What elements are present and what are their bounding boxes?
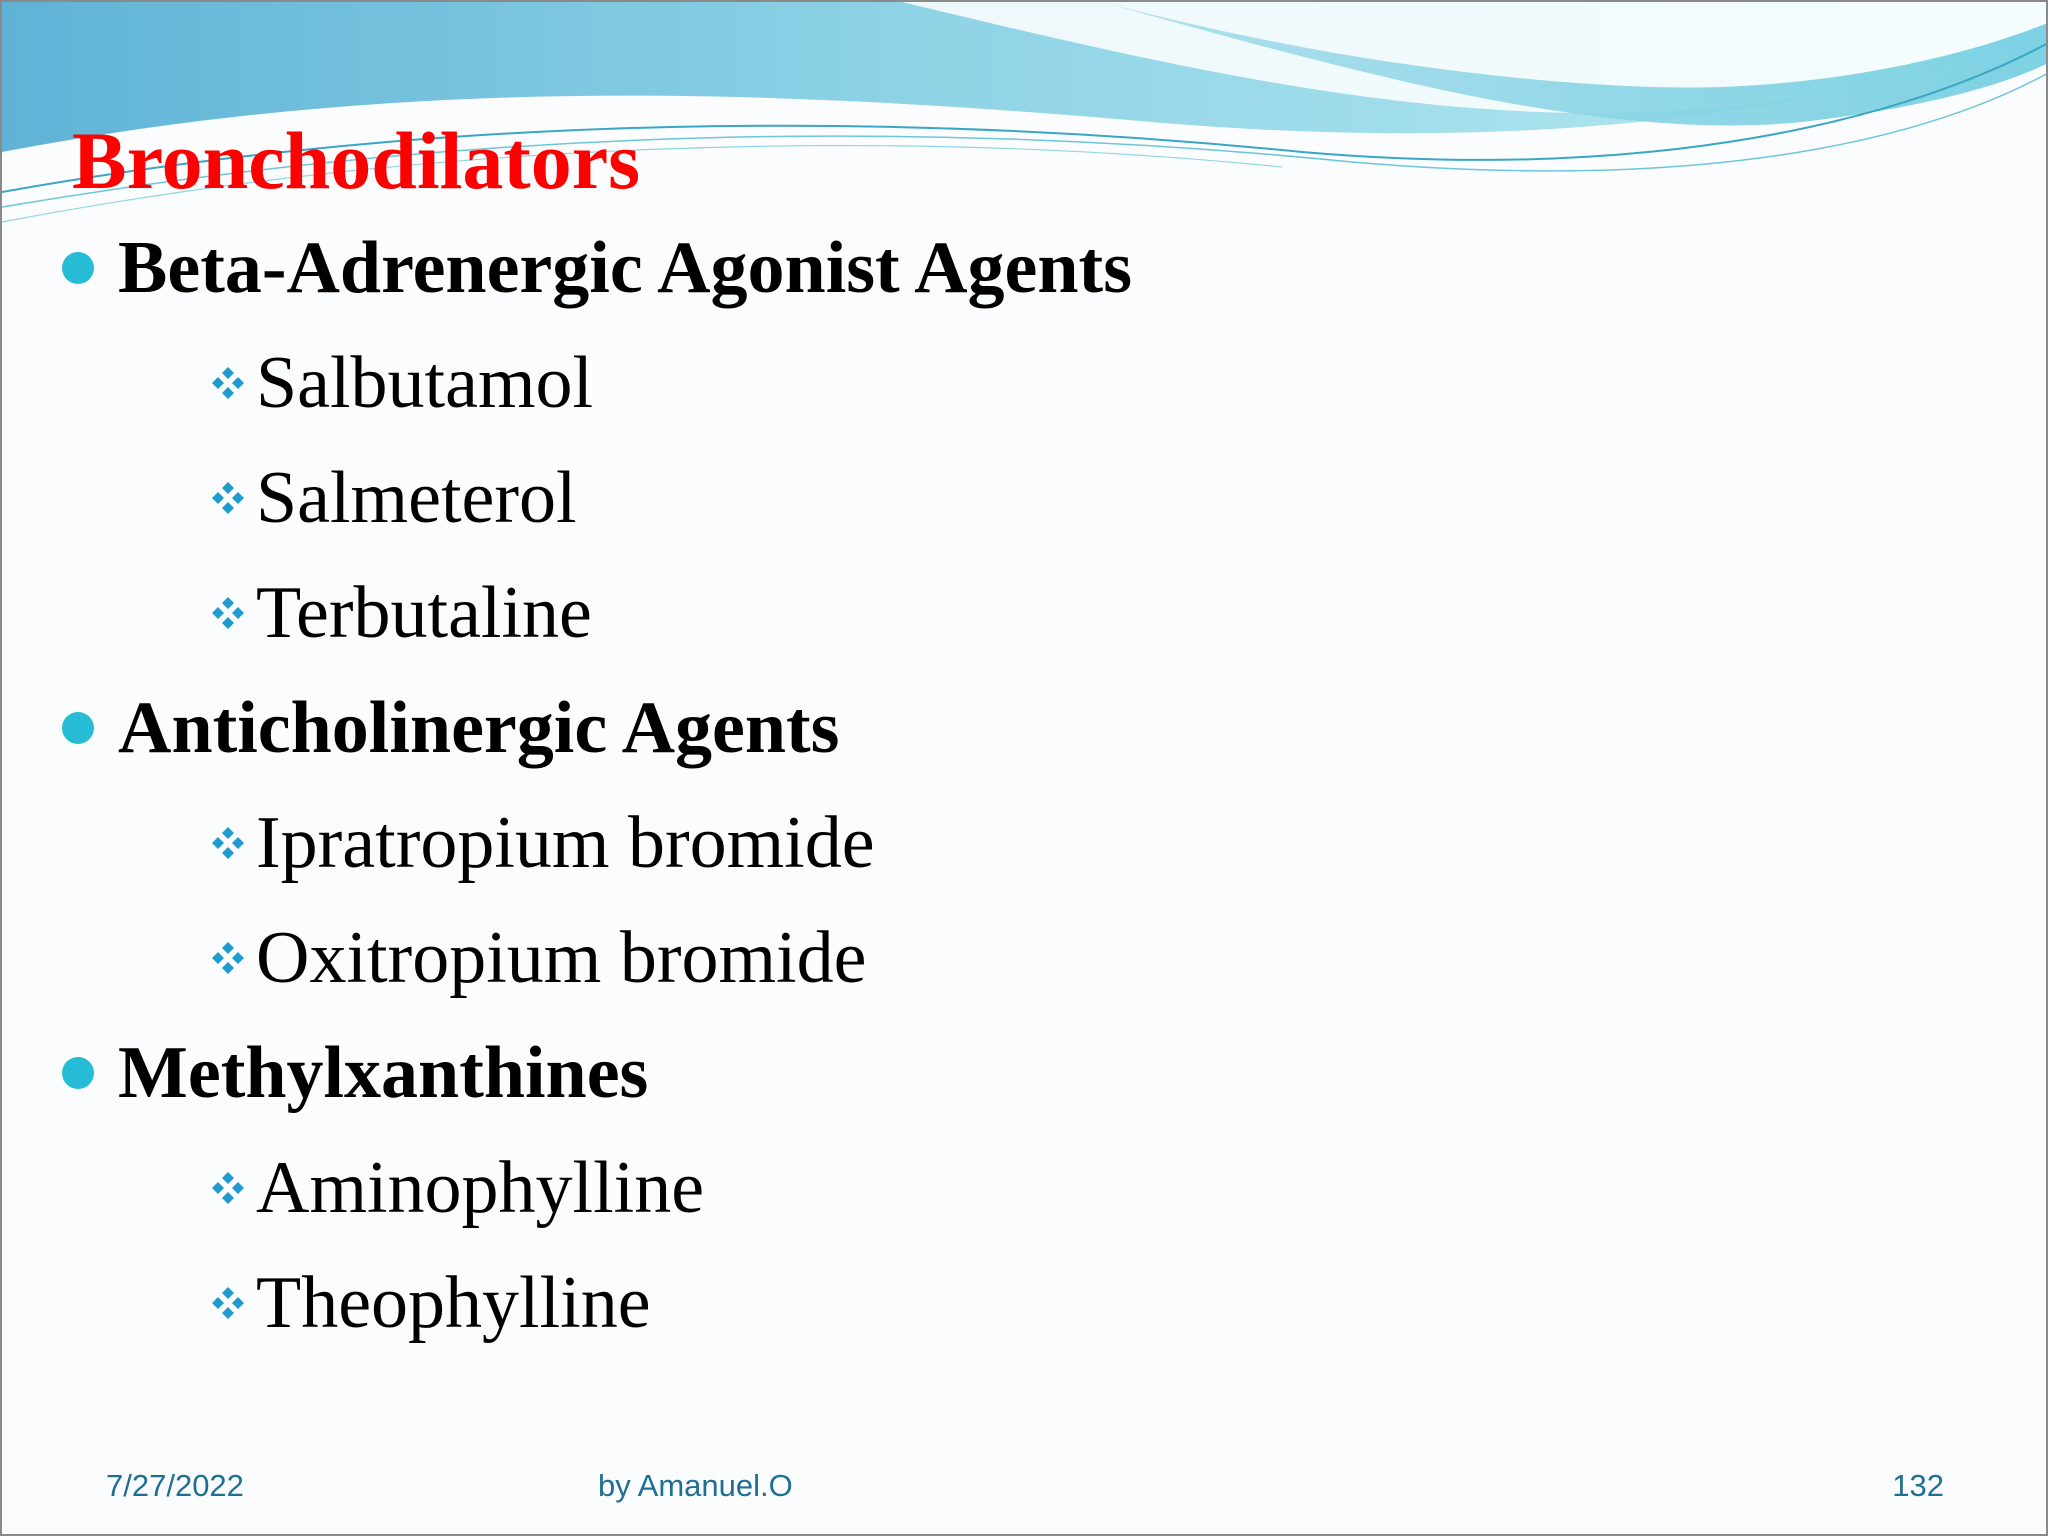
drug-name: Aminophylline [256,1146,705,1229]
group-heading: Methylxanthines [118,1031,649,1114]
list-item-heading [62,678,839,778]
circle-bullet-icon [62,712,94,744]
circle-bullet-icon [62,1057,94,1089]
diamond-bullet-icon [208,1283,248,1323]
list-item [208,908,866,1008]
group-heading: Anticholinergic Agents [118,686,840,769]
footer-author: by Amanuel.O [598,1468,793,1503]
page-number: 132 [1892,1468,1944,1503]
drug-name: Ipratropium bromide [256,801,875,884]
diamond-bullet-icon [208,363,248,403]
list-item [208,1253,651,1353]
drug-name: Salbutamol [256,341,594,424]
drug-name: Theophylline [256,1261,651,1344]
group-heading: Beta-Adrenergic Agonist Agents [118,226,1132,309]
circle-bullet-icon [62,252,94,284]
diamond-bullet-icon [208,478,248,518]
diamond-bullet-icon [208,1168,248,1208]
drug-name: Salmeterol [256,456,577,539]
footer-date: 7/27/2022 [106,1468,244,1503]
list-item [208,563,592,663]
diamond-bullet-icon [208,938,248,978]
diamond-bullet-icon [208,593,248,633]
slide-title: Bronchodilators [72,115,640,206]
diamond-bullet-icon [208,823,248,863]
list-item [208,333,593,433]
drug-name: Oxitropium bromide [256,916,867,999]
list-item [208,1138,704,1238]
list-item-heading [62,218,1132,318]
list-item-heading [62,1023,648,1123]
drug-name: Terbutaline [256,571,592,654]
list-item [208,793,875,893]
list-item [208,448,577,548]
